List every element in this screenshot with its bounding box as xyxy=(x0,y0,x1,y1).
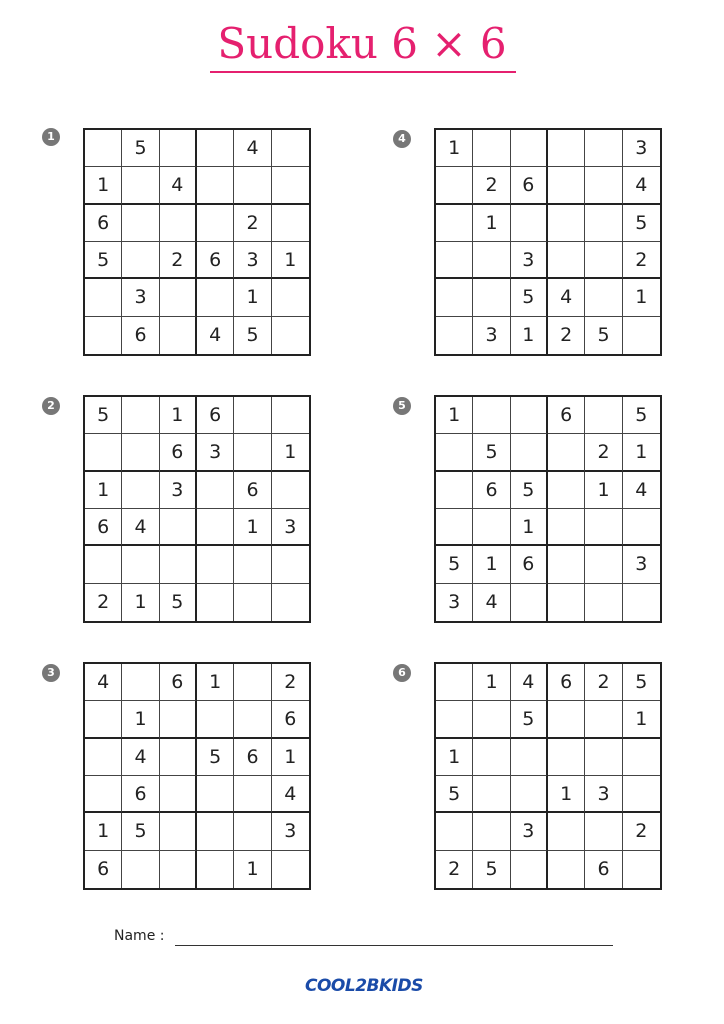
sudoku-cell[interactable]: 3 xyxy=(234,242,271,279)
sudoku-cell[interactable]: 2 xyxy=(473,167,510,204)
sudoku-cell[interactable]: 5 xyxy=(585,317,622,354)
sudoku-cell[interactable]: 6 xyxy=(160,664,197,701)
sudoku-cell[interactable] xyxy=(85,701,122,738)
sudoku-cell[interactable] xyxy=(436,509,473,546)
sudoku-cell[interactable] xyxy=(272,472,309,509)
sudoku-cell[interactable]: 4 xyxy=(122,739,159,776)
sudoku-cell[interactable] xyxy=(234,584,271,621)
sudoku-cell[interactable]: 1 xyxy=(548,776,585,813)
sudoku-cell[interactable]: 2 xyxy=(272,664,309,701)
sudoku-cell[interactable]: 3 xyxy=(160,472,197,509)
sudoku-cell[interactable] xyxy=(511,130,548,167)
sudoku-cell[interactable] xyxy=(122,851,159,888)
sudoku-cell[interactable] xyxy=(160,776,197,813)
sudoku-cell[interactable] xyxy=(234,701,271,738)
sudoku-cell[interactable]: 1 xyxy=(122,701,159,738)
sudoku-cell[interactable]: 3 xyxy=(122,279,159,316)
sudoku-cell[interactable] xyxy=(85,317,122,354)
sudoku-cell[interactable]: 1 xyxy=(623,434,660,471)
sudoku-cell[interactable]: 1 xyxy=(272,739,309,776)
sudoku-cell[interactable] xyxy=(197,130,234,167)
sudoku-cell[interactable] xyxy=(234,813,271,850)
sudoku-cell[interactable]: 1 xyxy=(234,509,271,546)
sudoku-cell[interactable] xyxy=(548,739,585,776)
sudoku-cell[interactable]: 1 xyxy=(623,279,660,316)
sudoku-cell[interactable]: 1 xyxy=(473,664,510,701)
sudoku-cell[interactable]: 2 xyxy=(160,242,197,279)
sudoku-cell[interactable] xyxy=(585,584,622,621)
sudoku-cell[interactable]: 3 xyxy=(511,813,548,850)
sudoku-cell[interactable] xyxy=(548,434,585,471)
sudoku-cell[interactable]: 1 xyxy=(511,317,548,354)
sudoku-cell[interactable]: 6 xyxy=(511,546,548,583)
sudoku-cell[interactable]: 6 xyxy=(197,242,234,279)
sudoku-cell[interactable]: 2 xyxy=(234,205,271,242)
sudoku-cell[interactable]: 1 xyxy=(85,167,122,204)
sudoku-cell[interactable]: 4 xyxy=(197,317,234,354)
sudoku-cell[interactable]: 1 xyxy=(272,242,309,279)
sudoku-cell[interactable]: 3 xyxy=(473,317,510,354)
sudoku-cell[interactable]: 3 xyxy=(272,509,309,546)
sudoku-cell[interactable] xyxy=(473,130,510,167)
sudoku-cell[interactable]: 1 xyxy=(473,546,510,583)
sudoku-cell[interactable]: 2 xyxy=(623,813,660,850)
sudoku-cell[interactable]: 5 xyxy=(436,776,473,813)
sudoku-cell[interactable] xyxy=(511,584,548,621)
sudoku-cell[interactable]: 1 xyxy=(197,664,234,701)
sudoku-cell[interactable]: 2 xyxy=(585,664,622,701)
sudoku-cell[interactable]: 6 xyxy=(511,167,548,204)
sudoku-grid-1 xyxy=(83,128,311,356)
sudoku-cell[interactable]: 1 xyxy=(436,130,473,167)
sudoku-cell[interactable] xyxy=(436,813,473,850)
sudoku-cell[interactable] xyxy=(272,317,309,354)
sudoku-cell[interactable]: 4 xyxy=(623,472,660,509)
sudoku-cell[interactable] xyxy=(585,279,622,316)
sudoku-cell[interactable]: 6 xyxy=(85,509,122,546)
sudoku-cell[interactable] xyxy=(272,167,309,204)
sudoku-cell[interactable]: 5 xyxy=(197,739,234,776)
sudoku-cell[interactable]: 6 xyxy=(85,205,122,242)
sudoku-cell[interactable] xyxy=(436,701,473,738)
sudoku-cell[interactable] xyxy=(548,242,585,279)
sudoku-cell[interactable]: 1 xyxy=(436,739,473,776)
sudoku-cell[interactable] xyxy=(272,851,309,888)
sudoku-cell[interactable]: 1 xyxy=(85,813,122,850)
title-underline xyxy=(210,71,516,73)
sudoku-cell[interactable] xyxy=(548,509,585,546)
sudoku-cell[interactable] xyxy=(122,472,159,509)
sudoku-cell[interactable]: 3 xyxy=(623,130,660,167)
sudoku-cell[interactable] xyxy=(160,851,197,888)
sudoku-cell[interactable] xyxy=(623,776,660,813)
sudoku-cell[interactable] xyxy=(623,317,660,354)
sudoku-cell[interactable] xyxy=(85,434,122,471)
sudoku-cell[interactable] xyxy=(548,851,585,888)
sudoku-cell[interactable] xyxy=(272,205,309,242)
sudoku-cell[interactable]: 1 xyxy=(436,397,473,434)
sudoku-cell[interactable] xyxy=(160,205,197,242)
puzzle-number-badge: 3 xyxy=(42,664,60,682)
sudoku-cell[interactable]: 4 xyxy=(473,584,510,621)
sudoku-cell[interactable] xyxy=(436,279,473,316)
sudoku-cell[interactable] xyxy=(511,205,548,242)
sudoku-cell[interactable] xyxy=(511,434,548,471)
sudoku-cell[interactable]: 6 xyxy=(548,397,585,434)
sudoku-cell[interactable] xyxy=(585,205,622,242)
sudoku-cell[interactable] xyxy=(511,739,548,776)
name-label: Name : xyxy=(114,928,165,944)
sudoku-cell[interactable]: 5 xyxy=(511,279,548,316)
sudoku-cell[interactable] xyxy=(623,851,660,888)
sudoku-cell[interactable] xyxy=(160,813,197,850)
sudoku-cell[interactable]: 2 xyxy=(585,434,622,471)
sudoku-cell[interactable]: 1 xyxy=(272,434,309,471)
sudoku-cell[interactable]: 5 xyxy=(234,317,271,354)
sudoku-cell[interactable] xyxy=(85,546,122,583)
sudoku-cell[interactable]: 6 xyxy=(548,664,585,701)
sudoku-cell[interactable]: 2 xyxy=(85,584,122,621)
sudoku-cell[interactable]: 5 xyxy=(85,397,122,434)
sudoku-cell[interactable] xyxy=(436,317,473,354)
sudoku-cell[interactable] xyxy=(436,434,473,471)
sudoku-cell[interactable] xyxy=(197,509,234,546)
sudoku-cell[interactable] xyxy=(436,167,473,204)
sudoku-cell[interactable] xyxy=(122,242,159,279)
sudoku-cell[interactable] xyxy=(548,167,585,204)
sudoku-cell[interactable]: 5 xyxy=(473,434,510,471)
sudoku-cell[interactable] xyxy=(272,397,309,434)
sudoku-cell[interactable] xyxy=(585,739,622,776)
sudoku-cell[interactable]: 5 xyxy=(623,664,660,701)
sudoku-cell[interactable] xyxy=(85,739,122,776)
sudoku-cell[interactable] xyxy=(197,776,234,813)
sudoku-cell[interactable] xyxy=(160,317,197,354)
sudoku-cell[interactable] xyxy=(234,434,271,471)
sudoku-cell[interactable]: 4 xyxy=(85,664,122,701)
sudoku-cell[interactable] xyxy=(585,397,622,434)
sudoku-cell[interactable] xyxy=(585,546,622,583)
sudoku-cell[interactable] xyxy=(122,664,159,701)
sudoku-cell[interactable] xyxy=(473,813,510,850)
sudoku-cell[interactable] xyxy=(473,739,510,776)
sudoku-cell[interactable] xyxy=(473,776,510,813)
puzzle-number-badge: 1 xyxy=(42,128,60,146)
sudoku-cell[interactable]: 5 xyxy=(122,130,159,167)
sudoku-cell[interactable] xyxy=(511,776,548,813)
sudoku-cell[interactable] xyxy=(436,664,473,701)
sudoku-cell[interactable] xyxy=(197,472,234,509)
sudoku-cell[interactable]: 1 xyxy=(234,279,271,316)
sudoku-cell[interactable]: 1 xyxy=(160,397,197,434)
sudoku-cell[interactable] xyxy=(272,584,309,621)
sudoku-cell[interactable] xyxy=(160,546,197,583)
sudoku-cell[interactable] xyxy=(272,546,309,583)
sudoku-cell[interactable]: 1 xyxy=(585,472,622,509)
sudoku-cell[interactable]: 2 xyxy=(623,242,660,279)
sudoku-cell[interactable] xyxy=(548,813,585,850)
sudoku-cell[interactable]: 6 xyxy=(585,851,622,888)
sudoku-cell[interactable] xyxy=(623,584,660,621)
sudoku-cell[interactable] xyxy=(585,167,622,204)
sudoku-cell[interactable]: 6 xyxy=(197,397,234,434)
puzzle-number-badge: 4 xyxy=(393,130,411,148)
sudoku-cell[interactable]: 6 xyxy=(234,739,271,776)
sudoku-cell[interactable] xyxy=(585,242,622,279)
sudoku-grid-2 xyxy=(83,395,311,623)
cool2bkids-logo: COOL2BKIDS xyxy=(305,976,423,996)
sudoku-cell[interactable] xyxy=(623,509,660,546)
sudoku-cell[interactable] xyxy=(272,130,309,167)
sudoku-cell[interactable] xyxy=(585,509,622,546)
sudoku-cell[interactable] xyxy=(511,397,548,434)
sudoku-cell[interactable] xyxy=(585,813,622,850)
sudoku-cell[interactable] xyxy=(585,701,622,738)
sudoku-cell[interactable]: 3 xyxy=(197,434,234,471)
sudoku-cell[interactable] xyxy=(197,851,234,888)
sudoku-cell[interactable]: 3 xyxy=(436,584,473,621)
sudoku-cell[interactable]: 6 xyxy=(473,472,510,509)
sudoku-cell[interactable]: 4 xyxy=(623,167,660,204)
sudoku-cell[interactable] xyxy=(122,205,159,242)
sudoku-cell[interactable] xyxy=(197,701,234,738)
sudoku-cell[interactable] xyxy=(85,130,122,167)
sudoku-cell[interactable] xyxy=(160,739,197,776)
name-write-line xyxy=(175,945,613,946)
sudoku-grid-3 xyxy=(83,662,311,890)
sudoku-cell[interactable] xyxy=(234,546,271,583)
sudoku-cell[interactable] xyxy=(85,776,122,813)
sudoku-cell[interactable]: 4 xyxy=(511,664,548,701)
sudoku-cell[interactable] xyxy=(473,279,510,316)
sudoku-cell[interactable] xyxy=(436,205,473,242)
sudoku-cell[interactable]: 3 xyxy=(272,813,309,850)
sudoku-cell[interactable] xyxy=(548,130,585,167)
sudoku-cell[interactable] xyxy=(234,167,271,204)
sudoku-cell[interactable] xyxy=(122,546,159,583)
sudoku-cell[interactable]: 5 xyxy=(511,472,548,509)
sudoku-cell[interactable] xyxy=(197,279,234,316)
sudoku-cell[interactable]: 5 xyxy=(511,701,548,738)
sudoku-cell[interactable] xyxy=(160,279,197,316)
sudoku-cell[interactable]: 5 xyxy=(623,205,660,242)
sudoku-cell[interactable] xyxy=(197,167,234,204)
sudoku-cell[interactable]: 5 xyxy=(623,397,660,434)
puzzle-number-badge: 6 xyxy=(393,664,411,682)
sudoku-grid-5 xyxy=(434,395,662,623)
sudoku-cell[interactable]: 6 xyxy=(85,851,122,888)
sudoku-cell[interactable] xyxy=(548,205,585,242)
page-title: Sudoku 6 × 6 xyxy=(217,19,507,68)
sudoku-cell[interactable]: 5 xyxy=(122,813,159,850)
sudoku-cell[interactable] xyxy=(122,167,159,204)
sudoku-cell[interactable] xyxy=(473,701,510,738)
sudoku-grid-6 xyxy=(434,662,662,890)
sudoku-cell[interactable]: 3 xyxy=(511,242,548,279)
sudoku-cell[interactable]: 4 xyxy=(122,509,159,546)
sudoku-cell[interactable] xyxy=(122,397,159,434)
sudoku-cell[interactable]: 6 xyxy=(272,701,309,738)
sudoku-cell[interactable] xyxy=(548,701,585,738)
sudoku-cell[interactable]: 5 xyxy=(473,851,510,888)
sudoku-grid-4 xyxy=(434,128,662,356)
sudoku-cell[interactable]: 5 xyxy=(436,546,473,583)
sudoku-cell[interactable] xyxy=(160,130,197,167)
sudoku-cell[interactable] xyxy=(548,584,585,621)
sudoku-cell[interactable] xyxy=(511,851,548,888)
sudoku-cell[interactable] xyxy=(436,472,473,509)
sudoku-cell[interactable] xyxy=(473,397,510,434)
sudoku-cell[interactable]: 6 xyxy=(234,472,271,509)
sudoku-cell[interactable] xyxy=(160,509,197,546)
sudoku-cell[interactable]: 1 xyxy=(122,584,159,621)
sudoku-cell[interactable] xyxy=(197,584,234,621)
sudoku-cell[interactable]: 6 xyxy=(160,434,197,471)
sudoku-cell[interactable] xyxy=(436,242,473,279)
sudoku-cell[interactable]: 4 xyxy=(160,167,197,204)
sudoku-cell[interactable]: 5 xyxy=(160,584,197,621)
sudoku-cell[interactable]: 4 xyxy=(272,776,309,813)
sudoku-cell[interactable]: 2 xyxy=(548,317,585,354)
sudoku-cell[interactable] xyxy=(473,509,510,546)
sudoku-cell[interactable]: 1 xyxy=(473,205,510,242)
sudoku-cell[interactable] xyxy=(197,205,234,242)
sudoku-cell[interactable] xyxy=(160,701,197,738)
sudoku-cell[interactable]: 1 xyxy=(511,509,548,546)
sudoku-cell[interactable]: 2 xyxy=(436,851,473,888)
puzzle-number-badge: 5 xyxy=(393,397,411,415)
sudoku-cell[interactable] xyxy=(234,776,271,813)
sudoku-cell[interactable] xyxy=(548,472,585,509)
sudoku-cell[interactable]: 6 xyxy=(122,776,159,813)
sudoku-cell[interactable]: 3 xyxy=(585,776,622,813)
sudoku-cell[interactable]: 6 xyxy=(122,317,159,354)
sudoku-cell[interactable] xyxy=(234,664,271,701)
sudoku-cell[interactable]: 1 xyxy=(234,851,271,888)
sudoku-cell[interactable]: 4 xyxy=(548,279,585,316)
sudoku-cell[interactable] xyxy=(85,279,122,316)
sudoku-cell[interactable]: 3 xyxy=(623,546,660,583)
sudoku-cell[interactable] xyxy=(197,546,234,583)
sudoku-cell[interactable] xyxy=(548,546,585,583)
sudoku-cell[interactable] xyxy=(272,279,309,316)
sudoku-cell[interactable] xyxy=(473,242,510,279)
sudoku-cell[interactable] xyxy=(122,434,159,471)
sudoku-cell[interactable]: 1 xyxy=(85,472,122,509)
sudoku-cell[interactable]: 1 xyxy=(623,701,660,738)
sudoku-cell[interactable] xyxy=(197,813,234,850)
sudoku-cell[interactable] xyxy=(585,130,622,167)
sudoku-cell[interactable]: 5 xyxy=(85,242,122,279)
sudoku-cell[interactable]: 4 xyxy=(234,130,271,167)
sudoku-cell[interactable] xyxy=(234,397,271,434)
sudoku-cell[interactable] xyxy=(623,739,660,776)
puzzle-number-badge: 2 xyxy=(42,397,60,415)
